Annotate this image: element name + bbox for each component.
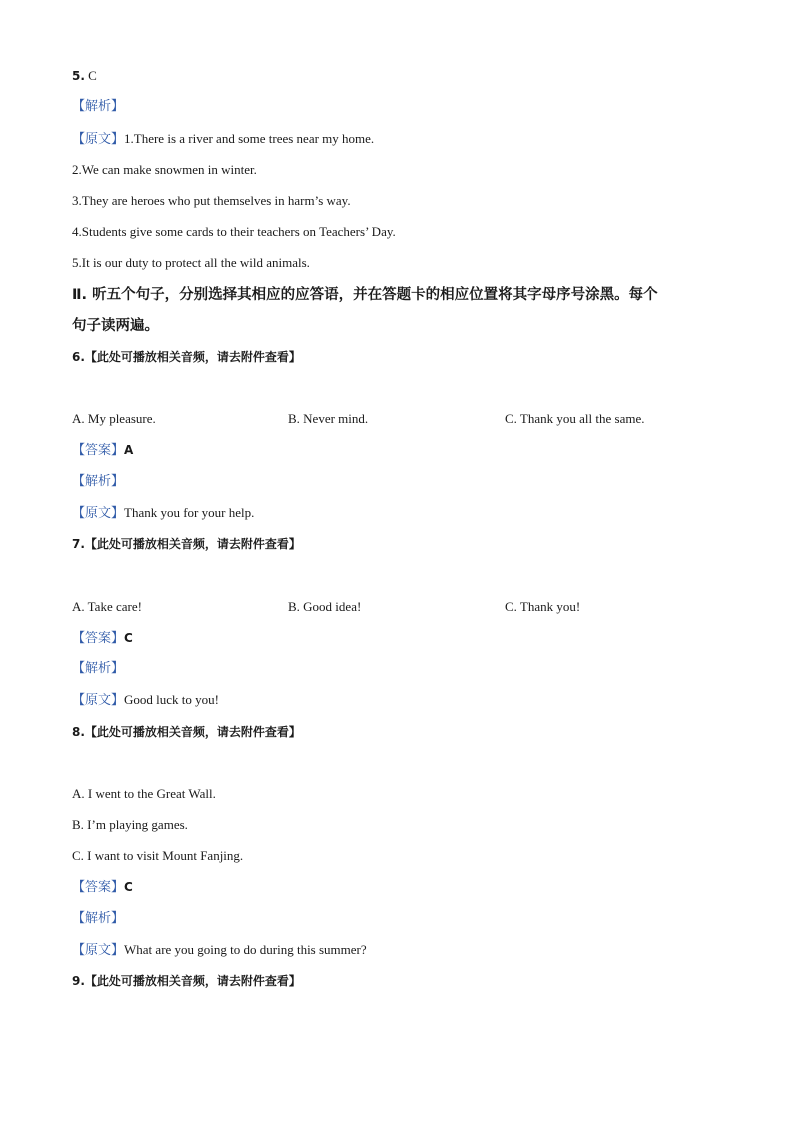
section-heading [72,280,732,342]
q9-header [72,973,301,989]
q5-analysis-label: 【解析】 [72,99,125,114]
q5-answer-line [72,68,97,84]
q7-transcript-line [72,692,219,709]
q8-answer-line [72,879,133,896]
q8-audio-note[interactable]: 【此处可播放相关音频，请去附件查看】 [84,725,301,739]
section-heading-line-1: Ⅱ. 听五个句子，分别选择其相应的应答语，并在答题卡的相应位置将其字母序号涂黑。每个 [72,287,658,303]
q6-option-b: B. Never mind. [288,411,369,426]
q8-option-b: B. I’m playing games. [72,817,188,832]
q6-audio-note[interactable]: 【此处可播放相关音频，请去附件查看】 [84,350,301,364]
q6-transcript-line [72,505,254,522]
q6-header [72,349,301,365]
q6-option-c: C. Thank you all the same. [505,411,645,426]
q5-transcript-line-2: 2.We can make snowmen in winter. [72,162,257,177]
q9-audio-note[interactable]: 【此处可播放相关音频，请去附件查看】 [84,974,301,988]
q8-answer: C [124,880,133,894]
q7-header [72,536,301,552]
q9-number: 9. [72,974,85,988]
q7-option-b: B. Good idea! [288,599,362,614]
q6-number: 6. [72,350,85,364]
transcript-label: 【原文】 [72,693,125,708]
q7-analysis-label: 【解析】 [72,661,125,676]
q5-transcript-line-5: 5.It is our duty to protect all the wild animals. [72,255,310,270]
q5-transcript-line-4: 4.Students give some cards to their teachers on Teachers’ Day. [72,224,396,239]
q6-analysis-label: 【解析】 [72,474,125,489]
q8-option-c: C. I want to visit Mount Fanjing. [72,848,244,863]
q6-option-a: A. My pleasure. [72,411,156,426]
answer-label: 【答案】 [72,443,125,458]
q6-transcript: Thank you for your help. [124,505,255,520]
q8-transcript: What are you going to do during this summer? [124,942,367,957]
answer-label: 【答案】 [72,880,125,895]
section-heading-line-2: 句子读两遍。 [72,318,159,334]
q5-transcript-line-3: 3.They are heroes who put themselves in harm’s way. [72,193,351,208]
transcript-label: 【原文】 [72,943,125,958]
transcript-label: 【原文】 [72,506,125,521]
q7-audio-note[interactable]: 【此处可播放相关音频，请去附件查看】 [84,537,301,551]
q8-header [72,724,301,740]
q5-transcript-line-1 [72,131,374,148]
transcript-text: 1.There is a river and some trees near my home. [124,131,375,146]
q5-number: 5. [72,69,85,83]
q7-answer-line [72,630,133,647]
q7-option-c: C. Thank you! [505,599,581,614]
q8-transcript-line [72,942,367,959]
transcript-label: 【原文】 [72,132,125,147]
q7-number: 7. [72,537,85,551]
q8-analysis-label: 【解析】 [72,911,125,926]
q8-number: 8. [72,725,85,739]
q7-option-a: A. Take care! [72,599,142,614]
q6-answer: A [124,443,134,457]
q7-transcript: Good luck to you! [124,692,219,707]
q6-answer-line [72,442,133,459]
q7-answer: C [124,631,133,645]
answer-label: 【答案】 [72,631,125,646]
q8-option-a: A. I went to the Great Wall. [72,786,216,801]
q5-answer: C [88,68,97,83]
